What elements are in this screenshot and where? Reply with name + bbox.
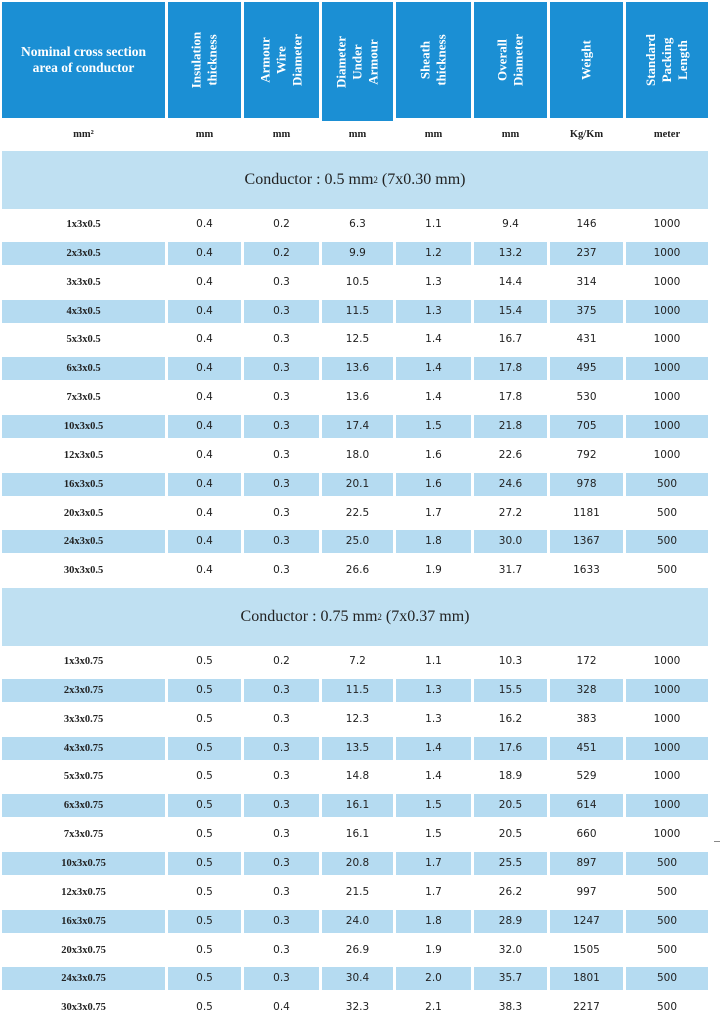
cell-diameter-under-armour: 9.9: [322, 242, 393, 265]
cell-insulation-thickness: 0.4: [196, 218, 213, 230]
cell-diameter-under-armour: 13.5: [322, 737, 393, 760]
header-insulation-thickness: [168, 2, 241, 118]
cell-sheath-thickness: 1.9: [425, 943, 442, 956]
header-label: Insulation thickness: [188, 31, 220, 89]
cell-armour-wire-diameter: 0.2: [273, 655, 290, 667]
cell-weight: 1247: [550, 910, 623, 933]
cell-overall-diameter: 9.4: [502, 218, 519, 230]
section-band: Conductor : 0.75 mm 2 (7x0.37 mm): [2, 588, 708, 646]
cell-sheath-thickness: 1.5: [396, 794, 471, 817]
table-row: [0, 210, 720, 239]
cell-packing-length: 1000: [626, 300, 708, 323]
table-header: [0, 0, 720, 119]
cell-sheath-thickness: 1.4: [425, 333, 442, 346]
cell-diameter-under-armour: 25.0: [322, 530, 393, 553]
section-title-suffix: (7x0.37 mm): [381, 608, 470, 625]
cell-insulation-thickness: 0.5: [196, 1001, 213, 1014]
cell-insulation-thickness: 0.4: [196, 275, 213, 288]
table-row: [0, 470, 720, 499]
table-row: [0, 734, 720, 763]
cell-sheath-thickness: 1.3: [425, 712, 442, 725]
cell-overall-diameter: 30.0: [474, 530, 547, 553]
header-sheath-thickness: [396, 2, 471, 118]
cell-insulation-thickness: 0.4: [168, 242, 241, 265]
cell-cross-section: 5x3x0.75: [63, 771, 104, 783]
cell-insulation-thickness: 0.4: [168, 473, 241, 496]
cell-packing-length: 1000: [626, 679, 708, 702]
cell-sheath-thickness: 1.7: [396, 852, 471, 875]
cell-weight: 997: [576, 885, 597, 898]
header-label: Armour Wire Diameter: [257, 34, 305, 86]
cell-sheath-thickness: 1.6: [396, 473, 471, 496]
cell-weight: 172: [576, 655, 597, 667]
cell-packing-length: 1000: [653, 828, 681, 841]
cell-armour-wire-diameter: 0.3: [244, 852, 319, 875]
cell-cross-section: 30x3x0.75: [61, 1002, 106, 1014]
cell-cross-section: 1x3x0.75: [63, 656, 104, 667]
cell-weight: 614: [550, 794, 623, 817]
cell-packing-length: 500: [626, 910, 708, 933]
cell-armour-wire-diameter: 0.3: [273, 391, 290, 404]
table-row: [0, 705, 720, 734]
table-row: [0, 762, 720, 791]
cell-diameter-under-armour: 17.4: [322, 415, 393, 438]
section-title-suffix: (7x0.30 mm): [377, 171, 466, 188]
cell-insulation-thickness: 0.5: [168, 852, 241, 875]
cell-diameter-under-armour: 6.3: [349, 218, 366, 230]
cell-sheath-thickness: 1.7: [425, 885, 442, 898]
cell-weight: 146: [576, 218, 597, 230]
table-row: [0, 297, 720, 326]
cell-insulation-thickness: 0.4: [168, 415, 241, 438]
cell-packing-length: 1000: [626, 794, 708, 817]
cell-weight: 237: [550, 242, 623, 265]
table-row: [0, 791, 720, 820]
cell-diameter-under-armour: 20.8: [322, 852, 393, 875]
header-label: Sheath thickness: [417, 34, 449, 86]
cell-diameter-under-armour: 26.6: [345, 564, 370, 577]
cell-packing-length: 1000: [653, 333, 681, 346]
cell-weight: 897: [550, 852, 623, 875]
table-row: [0, 325, 720, 354]
cell-sheath-thickness: 1.8: [396, 910, 471, 933]
cell-armour-wire-diameter: 0.3: [273, 275, 290, 288]
cell-cross-section: 16x3x0.75: [2, 910, 165, 933]
cell-overall-diameter: 21.8: [474, 415, 547, 438]
cell-overall-diameter: 10.3: [498, 655, 523, 667]
cell-weight: 495: [550, 357, 623, 380]
unit-weight: Kg/Km: [569, 129, 604, 140]
cell-overall-diameter: 35.7: [474, 967, 547, 990]
section-band: Conductor : 0.5 mm 2 (7x0.30 mm): [2, 151, 708, 209]
cell-overall-diameter: 32.0: [498, 943, 523, 956]
cell-weight: 375: [550, 300, 623, 323]
cell-cross-section: 20x3x0.5: [63, 507, 104, 519]
cell-diameter-under-armour: 13.6: [322, 357, 393, 380]
cell-weight: 1801: [550, 967, 623, 990]
cell-armour-wire-diameter: 0.3: [273, 943, 290, 956]
section-title-prefix: Conductor : 0.75 mm: [240, 608, 378, 625]
cell-overall-diameter: 16.2: [498, 712, 523, 725]
table-row: [0, 527, 720, 556]
cell-insulation-thickness: 0.5: [168, 967, 241, 990]
table-row: [0, 499, 720, 528]
cell-packing-length: 1000: [626, 415, 708, 438]
margin-tick: [714, 841, 720, 842]
cell-insulation-thickness: 0.5: [196, 655, 213, 667]
cell-cross-section: 20x3x0.75: [61, 944, 106, 956]
cell-diameter-under-armour: 30.4: [322, 967, 393, 990]
header-weight: [550, 2, 623, 118]
cell-sheath-thickness: 1.6: [425, 448, 442, 461]
cell-diameter-under-armour: 14.8: [345, 770, 370, 783]
cell-armour-wire-diameter: 0.3: [244, 357, 319, 380]
cell-armour-wire-diameter: 0.2: [273, 218, 290, 230]
cell-insulation-thickness: 0.5: [168, 737, 241, 760]
cell-armour-wire-diameter: 0.3: [244, 679, 319, 702]
cell-overall-diameter: 14.4: [498, 275, 523, 288]
cell-armour-wire-diameter: 0.3: [273, 770, 290, 783]
cell-cross-section: 24x3x0.5: [2, 530, 165, 553]
table-row: [0, 993, 720, 1022]
cell-insulation-thickness: 0.5: [196, 943, 213, 956]
cell-insulation-thickness: 0.5: [196, 885, 213, 898]
cell-insulation-thickness: 0.5: [196, 770, 213, 783]
cell-packing-length: 500: [626, 530, 708, 553]
cell-diameter-under-armour: 20.1: [322, 473, 393, 496]
cell-packing-length: 500: [626, 967, 708, 990]
cell-diameter-under-armour: 16.1: [345, 828, 370, 841]
cell-diameter-under-armour: 16.1: [322, 794, 393, 817]
cell-armour-wire-diameter: 0.3: [273, 885, 290, 898]
cell-insulation-thickness: 0.5: [196, 712, 213, 725]
cell-insulation-thickness: 0.4: [168, 357, 241, 380]
cell-armour-wire-diameter: 0.3: [244, 967, 319, 990]
cell-packing-length: 1000: [653, 275, 681, 288]
units-row: [0, 122, 720, 148]
cell-overall-diameter: 17.8: [498, 391, 523, 404]
cell-sheath-thickness: 1.4: [425, 770, 442, 783]
cell-armour-wire-diameter: 0.3: [244, 737, 319, 760]
unit-armour-wire-diameter: mm: [272, 129, 291, 140]
cell-cross-section: 24x3x0.75: [2, 967, 165, 990]
cell-insulation-thickness: 0.4: [196, 448, 213, 461]
cell-overall-diameter: 15.4: [474, 300, 547, 323]
cell-packing-length: 500: [626, 473, 708, 496]
cell-armour-wire-diameter: 0.2: [244, 242, 319, 265]
cell-weight: 383: [576, 712, 597, 725]
cell-packing-length: 500: [656, 506, 678, 519]
header-label: Weight: [578, 40, 594, 80]
table-row: [0, 268, 720, 297]
cell-overall-diameter: 24.6: [474, 473, 547, 496]
cell-insulation-thickness: 0.5: [196, 828, 213, 841]
cell-armour-wire-diameter: 0.3: [273, 448, 290, 461]
cell-packing-length: 500: [656, 943, 678, 956]
cell-cross-section: 10x3x0.75: [2, 852, 165, 875]
cell-overall-diameter: 27.2: [498, 506, 523, 519]
cell-weight: 792: [576, 448, 597, 461]
cell-armour-wire-diameter: 0.4: [273, 1001, 290, 1014]
header-label: Overall Diameter: [494, 34, 526, 86]
cell-packing-length: 1000: [653, 712, 681, 725]
cell-armour-wire-diameter: 0.3: [244, 415, 319, 438]
cell-weight: 314: [576, 275, 597, 288]
header-label: Diameter Under Armour: [333, 35, 381, 88]
cell-cross-section: 2x3x0.75: [2, 679, 165, 702]
cell-diameter-under-armour: 12.3: [345, 712, 370, 725]
cell-overall-diameter: 25.5: [474, 852, 547, 875]
cell-armour-wire-diameter: 0.3: [273, 828, 290, 841]
cell-armour-wire-diameter: 0.3: [273, 712, 290, 725]
cell-packing-length: 500: [656, 564, 678, 577]
cell-cross-section: 30x3x0.5: [63, 565, 104, 577]
cell-weight: 2217: [573, 1001, 600, 1014]
cell-insulation-thickness: 0.5: [168, 794, 241, 817]
cell-cross-section: 4x3x0.75: [2, 737, 165, 760]
cell-overall-diameter: 28.9: [474, 910, 547, 933]
cell-overall-diameter: 22.6: [498, 448, 523, 461]
cell-sheath-thickness: 1.5: [425, 828, 442, 841]
cell-cross-section: 2x3x0.5: [2, 242, 165, 265]
cell-sheath-thickness: 1.9: [425, 564, 442, 577]
cell-sheath-thickness: 1.5: [396, 415, 471, 438]
cell-cross-section: 16x3x0.5: [2, 473, 165, 496]
table-row: [0, 907, 720, 936]
table-row: [0, 354, 720, 383]
header-cross-section: [2, 2, 165, 118]
cell-packing-length: 1000: [626, 737, 708, 760]
cell-insulation-thickness: 0.4: [196, 333, 213, 346]
cell-insulation-thickness: 0.4: [168, 300, 241, 323]
cell-packing-length: 1000: [653, 655, 681, 667]
unit-diameter-under-armour: mm: [348, 129, 367, 140]
cell-overall-diameter: 17.8: [474, 357, 547, 380]
cell-diameter-under-armour: 24.0: [322, 910, 393, 933]
table-row: [0, 239, 720, 268]
cell-packing-length: 500: [656, 1001, 678, 1014]
cell-packing-length: 500: [626, 852, 708, 875]
cell-packing-length: 1000: [653, 218, 681, 230]
cell-diameter-under-armour: 7.2: [349, 655, 366, 667]
cell-armour-wire-diameter: 0.3: [244, 530, 319, 553]
table-row: [0, 676, 720, 705]
cell-insulation-thickness: 0.4: [196, 506, 213, 519]
cell-cross-section: 7x3x0.5: [66, 392, 101, 404]
cell-diameter-under-armour: 22.5: [345, 506, 370, 519]
cell-insulation-thickness: 0.5: [168, 679, 241, 702]
cell-weight: 431: [576, 333, 597, 346]
table-row: [0, 820, 720, 849]
cell-cross-section: 12x3x0.5: [63, 449, 104, 461]
unit-sheath-thickness: mm: [424, 129, 443, 140]
table-row: [0, 412, 720, 441]
cell-weight: 1367: [550, 530, 623, 553]
cell-packing-length: 1000: [653, 770, 681, 783]
cell-insulation-thickness: 0.4: [196, 391, 213, 404]
cell-overall-diameter: 26.2: [498, 885, 523, 898]
header-armour-wire-diameter: [244, 2, 319, 118]
cell-diameter-under-armour: 11.5: [322, 679, 393, 702]
cell-weight: 1633: [573, 564, 600, 577]
cell-packing-length: 1000: [626, 357, 708, 380]
cell-cross-section: 10x3x0.5: [2, 415, 165, 438]
cell-sheath-thickness: 1.7: [425, 506, 442, 519]
header-overall-diameter: [474, 2, 547, 118]
cell-sheath-thickness: 1.3: [396, 300, 471, 323]
cell-armour-wire-diameter: 0.3: [273, 333, 290, 346]
cell-overall-diameter: 15.5: [474, 679, 547, 702]
cell-diameter-under-armour: 26.9: [345, 943, 370, 956]
unit-overall-diameter: mm: [501, 129, 520, 140]
table-row: [0, 936, 720, 965]
cell-sheath-thickness: 1.1: [425, 655, 442, 667]
cell-overall-diameter: 18.9: [498, 770, 523, 783]
cell-sheath-thickness: 1.2: [396, 242, 471, 265]
cell-weight: 451: [550, 737, 623, 760]
cell-overall-diameter: 31.7: [498, 564, 523, 577]
cell-packing-length: 1000: [653, 391, 681, 404]
cell-sheath-thickness: 2.0: [396, 967, 471, 990]
cell-insulation-thickness: 0.5: [168, 910, 241, 933]
cell-weight: 530: [576, 391, 597, 404]
cell-cross-section: 7x3x0.75: [63, 829, 104, 841]
cell-weight: 328: [550, 679, 623, 702]
cell-diameter-under-armour: 10.5: [345, 275, 370, 288]
cell-armour-wire-diameter: 0.3: [244, 300, 319, 323]
cell-overall-diameter: 16.7: [498, 333, 523, 346]
header-label: Nominal cross section area of conductor: [21, 44, 146, 75]
cell-sheath-thickness: 1.1: [425, 218, 442, 230]
cell-armour-wire-diameter: 0.3: [244, 794, 319, 817]
cell-armour-wire-diameter: 0.3: [273, 564, 290, 577]
cell-sheath-thickness: 1.3: [425, 275, 442, 288]
cell-weight: 1505: [573, 943, 600, 956]
cell-diameter-under-armour: 18.0: [345, 448, 370, 461]
unit-insulation-thickness: mm: [195, 129, 214, 140]
header-label: Standard Packing Length: [643, 33, 690, 87]
cell-overall-diameter: 17.6: [474, 737, 547, 760]
section-title-prefix: Conductor : 0.5 mm: [244, 171, 374, 188]
cell-sheath-thickness: 1.4: [425, 391, 442, 404]
cell-diameter-under-armour: 32.3: [345, 1001, 370, 1014]
cell-cross-section: 5x3x0.5: [66, 334, 101, 346]
cell-weight: 978: [550, 473, 623, 496]
cell-cross-section: 3x3x0.75: [63, 713, 104, 725]
cell-sheath-thickness: 1.3: [396, 679, 471, 702]
table-row: [0, 441, 720, 470]
cell-weight: 529: [576, 770, 597, 783]
unit-cross-section: mm²: [73, 129, 94, 140]
cell-packing-length: 1000: [653, 448, 681, 461]
table-row: [0, 849, 720, 878]
cell-cross-section: 4x3x0.5: [2, 300, 165, 323]
table-row: [0, 647, 720, 676]
cell-insulation-thickness: 0.4: [196, 564, 213, 577]
cell-weight: 705: [550, 415, 623, 438]
cell-insulation-thickness: 0.4: [168, 530, 241, 553]
cell-cross-section: 1x3x0.5: [66, 219, 101, 230]
cell-weight: 660: [576, 828, 597, 841]
cell-cross-section: 6x3x0.5: [2, 357, 165, 380]
header-packing-length: [626, 2, 708, 118]
cell-armour-wire-diameter: 0.3: [244, 910, 319, 933]
cell-diameter-under-armour: 12.5: [345, 333, 370, 346]
cell-packing-length: 500: [656, 885, 678, 898]
cell-sheath-thickness: 1.4: [396, 737, 471, 760]
table-row: [0, 383, 720, 412]
cell-sheath-thickness: 1.4: [396, 357, 471, 380]
unit-packing-length: meter: [653, 129, 681, 140]
cell-overall-diameter: 20.5: [474, 794, 547, 817]
cell-overall-diameter: 38.3: [498, 1001, 523, 1014]
table-row: [0, 878, 720, 907]
cell-overall-diameter: 20.5: [498, 828, 523, 841]
cell-cross-section: 12x3x0.75: [61, 886, 106, 898]
cell-diameter-under-armour: 21.5: [345, 885, 370, 898]
cell-overall-diameter: 13.2: [474, 242, 547, 265]
cell-armour-wire-diameter: 0.3: [273, 506, 290, 519]
cell-cross-section: 6x3x0.75: [2, 794, 165, 817]
cell-diameter-under-armour: 13.6: [345, 391, 370, 404]
cell-armour-wire-diameter: 0.3: [244, 473, 319, 496]
header-diameter-under-armour: [322, 2, 393, 121]
cell-diameter-under-armour: 11.5: [322, 300, 393, 323]
cell-weight: 1181: [573, 506, 600, 519]
cell-sheath-thickness: 1.8: [396, 530, 471, 553]
table-row: [0, 556, 720, 585]
cell-cross-section: 3x3x0.5: [66, 276, 101, 288]
table-row: [0, 964, 720, 993]
cell-packing-length: 1000: [626, 242, 708, 265]
cell-sheath-thickness: 2.1: [425, 1001, 442, 1014]
